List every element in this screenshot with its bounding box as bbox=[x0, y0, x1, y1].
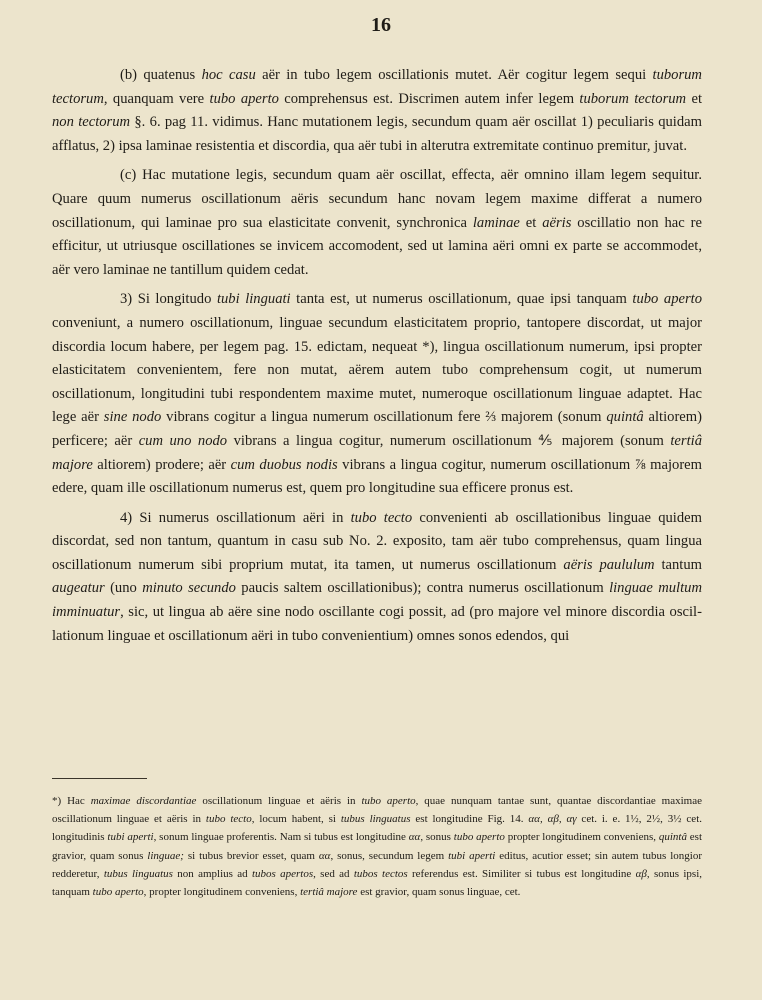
body-text bbox=[52, 64, 702, 650]
footnote bbox=[52, 792, 702, 901]
text-run: , sonus ipsi, tanquam bbox=[52, 867, 702, 899]
text-run: altiorem) prodere; aër bbox=[92, 456, 231, 473]
text-run: 3) Si longitudo bbox=[120, 291, 217, 308]
italic-text: tubos apertos bbox=[251, 867, 314, 880]
italic-text: tubi aperti bbox=[448, 849, 496, 862]
text-run: comprehensus est. Discrimen autem infer legem bbox=[278, 90, 580, 107]
italic-text: tuborum tectorum bbox=[579, 90, 687, 107]
italic-text: tubus linguatus bbox=[103, 867, 173, 880]
text-run: , locum habent, si bbox=[251, 813, 341, 826]
text-run: conveniunt, a numero oscillationum, linguae secundum elasticitatem proprio, tantopere discordat, ut major discordia locum habere, per legem pag. 15. edictam, nequeat *), lingua oscillationum numerum, ipsi propter elasticitatem convenientem, fere non mutat, aërem autem tubo comprehensum cogit, ut numerum oscillationum, longitudini tubi respondentem maxime mutet, numeroque oscillationum linguae adaptet. Hac lege aër bbox=[52, 314, 702, 426]
text-run: si tubus brevior esset, quam bbox=[183, 849, 319, 862]
italic-text: quintâ bbox=[658, 831, 687, 844]
paragraph-4 bbox=[52, 507, 702, 649]
paragraph-3 bbox=[52, 288, 702, 500]
italic-text: tubo aperto bbox=[209, 90, 279, 107]
text-run: oscillatio non hac re efficitur, ut utriusque oscillationes se invicem accomodent, sed ut lamina aëri omni ex parte se accommodet, aër vero laminae ne tantillum quidem cedat. bbox=[52, 214, 702, 278]
text-run: *) Hac bbox=[52, 795, 91, 807]
italic-text: tubos tectos bbox=[353, 867, 408, 880]
text-run: , propter longitudinem conveniens, bbox=[143, 886, 301, 899]
footnote-divider bbox=[52, 778, 147, 779]
text-run: cet. i. e. 1½, 2½, 3½ cet. longitudinis bbox=[52, 813, 703, 844]
italic-text: tubo aperto bbox=[632, 291, 703, 308]
italic-text: αβ bbox=[635, 867, 647, 880]
text-run: referendus est. Similiter si tubus est longitudine bbox=[407, 867, 636, 880]
italic-text: αα, αβ, αγ bbox=[528, 813, 577, 826]
italic-text: maximae discordantiae bbox=[90, 795, 197, 807]
italic-text: aëris bbox=[542, 214, 572, 231]
italic-text: tuborum tectorum bbox=[52, 67, 702, 107]
italic-text: cum duobus nodis bbox=[230, 456, 338, 473]
text-run: editus, acutior esset; sin autem tubus longior redderetur, bbox=[52, 849, 703, 880]
italic-text: sine nodo bbox=[103, 409, 162, 426]
text-run: (c) Hac mutatione legis, secundum quam aër oscillat, effecta, aër omnino illam legem sequitur. Quare quum numerus oscillationum aëris secundum hanc novam legem maxime differat a numero oscillationum, qui laminae pro sua elasticitate convenit, synchronica bbox=[52, 167, 702, 231]
italic-text: minuto secundo bbox=[142, 580, 236, 597]
text-run: est gravior, quam sonus linguae, cet. bbox=[357, 886, 521, 899]
text-run: (uno bbox=[104, 580, 143, 597]
italic-text: αα bbox=[408, 831, 421, 844]
text-run: , sonum linguae proferentis. Nam si tubus est longitudine bbox=[153, 831, 409, 844]
italic-text: tubo aperto bbox=[92, 886, 144, 899]
text-run: vibrans a lingua cogitur, numerum oscillationum ⅞ majorem edere, quam ille oscillationum numerus est, quem pro longitudine sua efficere pronus est. bbox=[52, 456, 703, 497]
italic-text: quintâ bbox=[606, 409, 644, 426]
italic-text: tubo tecto bbox=[350, 509, 413, 526]
text-run: propter longitudinem conveniens, bbox=[504, 831, 659, 844]
text-run: , sonus bbox=[420, 831, 454, 844]
text-run: et bbox=[519, 214, 543, 231]
italic-text: hoc casu bbox=[201, 67, 256, 83]
text-run: est gravior, quam sonus bbox=[52, 831, 703, 862]
text-run: altiorem) perficere; aër bbox=[52, 409, 702, 449]
text-run: oscillationum linguae et aëris in bbox=[196, 795, 362, 807]
text-run: est longitudine Fig. 14. bbox=[410, 813, 529, 826]
text-run: non amplius ad bbox=[172, 867, 252, 880]
paragraph-c bbox=[52, 164, 702, 282]
italic-text: tubo aperto bbox=[453, 831, 505, 844]
text-run: , sonus, secundum legem bbox=[330, 849, 449, 862]
paragraph-b bbox=[52, 64, 702, 158]
text-run: vibrans cogitur a lingua numerum oscillationum fere ⅔ majorem (sonum bbox=[161, 409, 607, 426]
text-run: aër in tubo legem oscillationis mutet. Aër cogitur legem sequi bbox=[255, 67, 653, 83]
text-run: , sic, ut lingua ab aëre sine nodo oscillante cogi possit, ad (pro majore vel minore discordia oscillationum linguae et oscillationum aëri in tubo convenientium) omnes sonos edendos, qui bbox=[52, 604, 702, 644]
text-run: 4) Si numerus oscillationum aëri in bbox=[120, 509, 351, 526]
text-run: , quanquam vere bbox=[103, 90, 210, 107]
italic-text: augeatur bbox=[52, 580, 105, 597]
italic-text: linguae; bbox=[147, 849, 184, 862]
italic-text: tubi linguati bbox=[216, 291, 291, 308]
text-run: (b) quatenus bbox=[120, 67, 202, 83]
italic-text: tubo tecto bbox=[205, 813, 252, 826]
italic-text: linguae multum imminuatur bbox=[52, 580, 702, 621]
italic-text: tertiâ majore bbox=[300, 886, 358, 899]
page-number: 16 bbox=[371, 14, 391, 36]
text-run: §. 6. pag 11. vidimus. Hanc mutationem legis, secundum quam aër oscillat 1) peculiaris quidam afflatus, 2) ipsa laminae resistentia et discordia, qua aër tubi in alterutra extremitate continuo premitur, juvat. bbox=[52, 114, 702, 154]
italic-text: tubo aperto bbox=[361, 795, 416, 807]
italic-text: tubus linguatus bbox=[340, 813, 411, 826]
italic-text: laminae bbox=[472, 214, 520, 231]
text-run: , quae nunquam tantae sunt, quantae discordantiae maximae oscillationum linguae et aëris in bbox=[52, 795, 703, 826]
italic-text: tertiâ majore bbox=[52, 432, 702, 473]
text-run: vibrans a lingua cogitur, numerum oscillationum ⅘ majorem (sonum bbox=[227, 432, 671, 449]
italic-text: non tectorum bbox=[52, 114, 131, 131]
text-run: convenienti ab oscillationibus linguae quidem discordat, sed non tantum, quantum in casu sub No. 2. exposito, tam aër tubo comprehensus, quam lingua oscillationum numerum sibi proprium mutat, ita tamen, ut numerus oscillationum bbox=[52, 509, 702, 573]
text-run: et bbox=[686, 90, 702, 107]
italic-text: cum uno nodo bbox=[138, 432, 228, 449]
text-run: paucis saltem oscillationibus); contra numerus oscillationum bbox=[235, 580, 610, 597]
italic-text: αα bbox=[318, 849, 331, 862]
text-run: tanta est, ut numerus oscillationum, quae ipsi tanquam bbox=[290, 291, 633, 308]
text-run: tantum bbox=[654, 556, 703, 573]
text-run: , sed ad bbox=[313, 867, 354, 880]
italic-text: aëris paululum bbox=[563, 556, 655, 573]
italic-text: tubi aperti bbox=[107, 831, 154, 844]
